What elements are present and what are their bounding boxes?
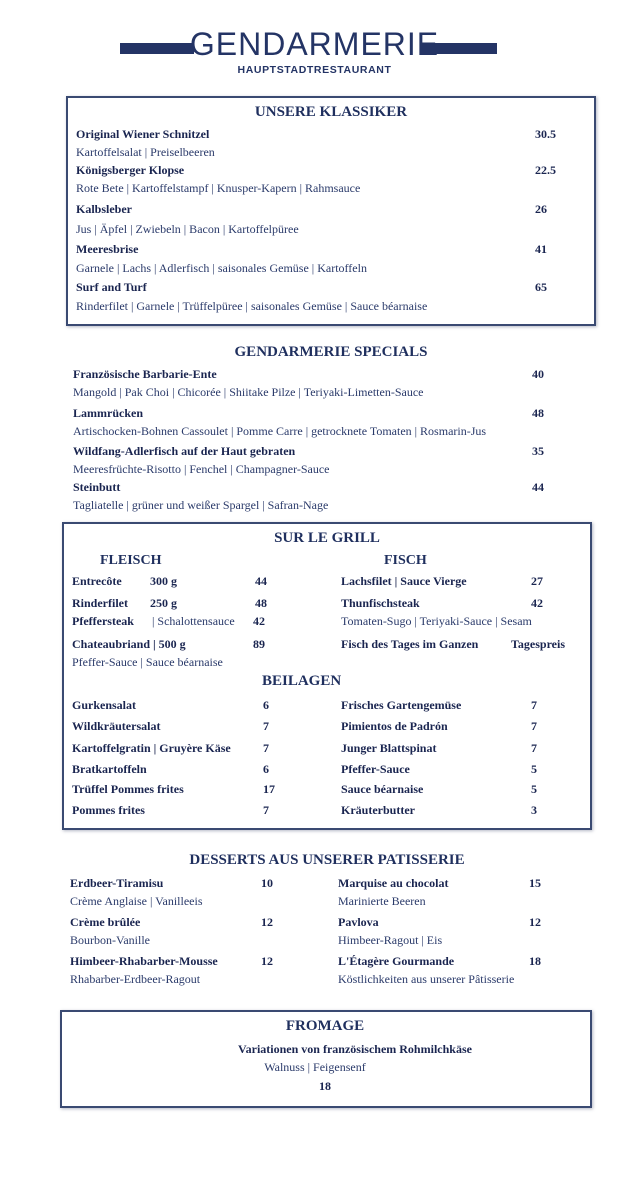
dessert-desc: Himbeer-Ragout | Eis (338, 933, 443, 947)
menu-item-name: Surf and Turf (76, 280, 147, 294)
grill-item-weight: 300 g (150, 574, 177, 588)
fleisch-title: FLEISCH (100, 553, 162, 568)
dessert-name: Marquise au chocolat (338, 876, 449, 890)
menu-item-price: 48 (532, 406, 544, 420)
dessert-price: 12 (529, 915, 541, 929)
grill-item-name: Lachsfilet | Sauce Vierge (341, 574, 467, 588)
fromage-name: Variationen von französischem Rohmilchkäse (238, 1042, 472, 1056)
dessert-name: Pavlova (338, 915, 379, 929)
menu-item-price: 65 (535, 280, 547, 294)
grill-item-price: Tagespreis (511, 637, 566, 651)
brand-title: GENDARMERIE (189, 26, 440, 62)
side-item-price: 17 (263, 782, 275, 796)
menu-item-desc: Kartoffelsalat | Preiselbeeren (76, 145, 215, 159)
grill-item-price: 42 (253, 614, 265, 628)
side-item-name: Pfeffer-Sauce (341, 762, 410, 776)
menu-item-desc: Artischocken-Bohnen Cassoulet | Pomme Carre | getrocknete Tomaten | Rosmarin-Jus (73, 424, 487, 438)
menu-item-price: 44 (532, 480, 544, 494)
menu-item-name: Kalbsleber (76, 202, 132, 216)
dessert-name: L'Étagère Gourmande (338, 954, 455, 968)
side-item-name: Frisches Gartengemüse (341, 698, 462, 712)
menu-item-desc: Jus | Äpfel | Zwiebeln | Bacon | Kartoffelpüree (76, 222, 299, 236)
grill-item-extra: | Schalottensauce (152, 614, 235, 628)
side-item-name: Trüffel Pommes frites (72, 782, 184, 796)
fromage-desc: Walnuss | Feigensenf (264, 1060, 366, 1074)
grill-item-name: Pfeffersteak (72, 614, 134, 628)
menu-item-price: 26 (535, 202, 547, 216)
dessert-name: Erdbeer-Tiramisu (70, 876, 164, 890)
grill-item-name: Entrecôte (72, 574, 122, 588)
grill-item-price: 44 (255, 574, 267, 588)
menu-item-desc: Rinderfilet | Garnele | Trüffelpüree | saisonales Gemüse | Sauce béarnaise (76, 299, 428, 313)
side-item-price: 5 (531, 762, 537, 776)
side-item-price: 5 (531, 782, 537, 796)
desserts-title: DESSERTS AUS UNSERER PATISSERIE (189, 852, 465, 868)
grill-item-name: Fisch des Tages im Ganzen (341, 637, 479, 651)
dessert-price: 15 (529, 876, 541, 890)
dessert-desc: Bourbon-Vanille (70, 933, 150, 947)
grill-item-name: Chateaubriand | 500 g (72, 637, 186, 651)
menu-item-desc: Mangold | Pak Choi | Chicorée | Shiitake Pilze | Teriyaki-Limetten-Sauce (73, 385, 424, 399)
grill-title: SUR LE GRILL (274, 530, 380, 546)
menu-item-name: Wildfang-Adlerfisch auf der Haut gebraten (73, 444, 296, 458)
side-item-name: Pommes frites (72, 803, 145, 817)
menu-item-name: Französische Barbarie-Ente (73, 367, 217, 381)
side-item-name: Kartoffelgratin | Gruyère Käse (72, 741, 231, 755)
side-item-name: Sauce béarnaise (341, 782, 424, 796)
menu-item-desc: Tagliatelle | grüner und weißer Spargel | Safran-Nage (73, 498, 329, 512)
side-item-price: 3 (531, 803, 537, 817)
grill-item-name: Rinderfilet (72, 596, 128, 610)
menu-item-price: 41 (535, 242, 547, 256)
menu-item-desc: Rote Bete | Kartoffelstampf | Knusper-Kapern | Rahmsauce (76, 181, 361, 195)
menu-item-name: Original Wiener Schnitzel (76, 127, 210, 141)
menu-item-price: 35 (532, 444, 544, 458)
side-item-name: Bratkartoffeln (72, 762, 147, 776)
side-item-price: 7 (263, 741, 269, 755)
fromage-price: 18 (319, 1079, 331, 1093)
side-item-price: 7 (531, 698, 537, 712)
side-item-price: 6 (263, 698, 269, 712)
dessert-price: 18 (529, 954, 541, 968)
menu-item-price: 30.5 (535, 127, 556, 141)
grill-item-desc: Tomaten-Sugo | Teriyaki-Sauce | Sesam (341, 614, 532, 628)
brand-subtitle: HAUPTSTADTRESTAURANT (237, 64, 392, 76)
fisch-title: FISCH (384, 553, 427, 568)
menu-item-desc: Meeresfrüchte-Risotto | Fenchel | Champagner-Sauce (73, 462, 330, 476)
side-item-name: Wildkräutersalat (72, 719, 161, 733)
side-item-price: 7 (531, 719, 537, 733)
specials-title: GENDARMERIE SPECIALS (234, 344, 428, 360)
grill-item-price: 89 (253, 637, 265, 651)
menu-item-price: 22.5 (535, 163, 556, 177)
grill-item-name: Thunfischsteak (341, 596, 420, 610)
side-item-name: Kräuterbutter (341, 803, 415, 817)
fromage-title: FROMAGE (285, 1018, 365, 1034)
beilagen-title: BEILAGEN (262, 673, 342, 689)
grill-item-price: 27 (531, 574, 543, 588)
side-item-price: 6 (263, 762, 269, 776)
menu-item-name: Lammrücken (73, 406, 143, 420)
menu-item-price: 40 (532, 367, 544, 381)
klassiker-title: UNSERE KLASSIKER (254, 104, 408, 120)
menu-item-desc: Garnele | Lachs | Adlerfisch | saisonales Gemüse | Kartoffeln (76, 261, 367, 275)
dessert-desc: Köstlichkeiten aus unserer Pâtisserie (338, 972, 515, 986)
side-item-price: 7 (263, 803, 269, 817)
side-item-price: 7 (531, 741, 537, 755)
dessert-price: 12 (261, 954, 273, 968)
side-item-name: Pimientos de Padrón (341, 719, 448, 733)
grill-item-price: 42 (531, 596, 543, 610)
side-item-price: 7 (263, 719, 269, 733)
grill-item-price: 48 (255, 596, 267, 610)
side-item-name: Gurkensalat (72, 698, 137, 712)
dessert-desc: Rhabarber-Erdbeer-Ragout (70, 972, 201, 986)
menu-item-name: Steinbutt (73, 480, 121, 494)
dessert-name: Himbeer-Rhabarber-Mousse (70, 954, 218, 968)
menu-item-name: Meeresbrise (76, 242, 139, 256)
grill-item-desc: Pfeffer-Sauce | Sauce béarnaise (72, 655, 223, 669)
dessert-price: 10 (261, 876, 273, 890)
dessert-price: 12 (261, 915, 273, 929)
dessert-desc: Marinierte Beeren (338, 894, 426, 908)
dessert-name: Crème brûlée (70, 915, 141, 929)
grill-item-weight: 250 g (150, 596, 177, 610)
menu-item-name: Königsberger Klopse (76, 163, 185, 177)
side-item-name: Junger Blattspinat (341, 741, 437, 755)
dessert-desc: Crème Anglaise | Vanilleeis (70, 894, 203, 908)
